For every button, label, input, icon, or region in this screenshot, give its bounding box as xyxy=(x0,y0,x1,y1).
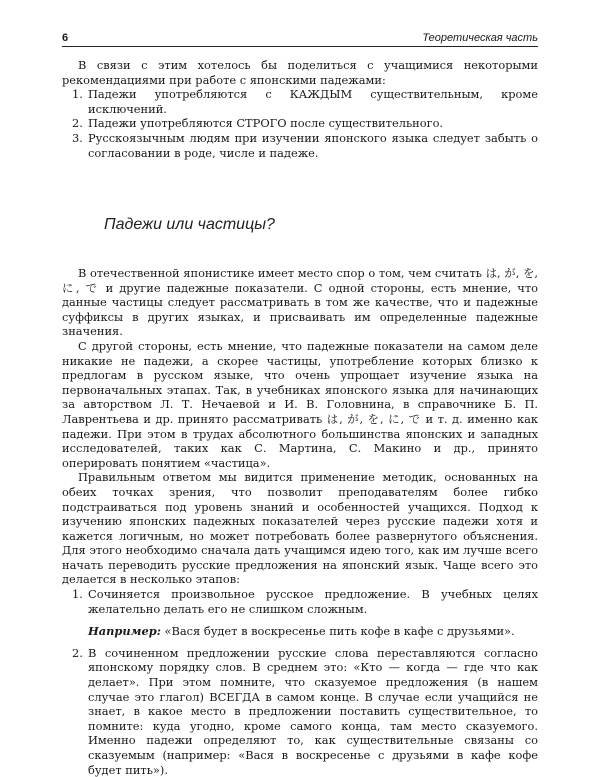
section-heading: Падежи или частицы? xyxy=(104,216,275,233)
running-title: Теоретическая часть xyxy=(422,32,538,44)
paragraph: С другой стороны, есть мнение, что падежные показатели на самом деле никакие не падежи, а скорее частицы, употребление которых близко к предлогам в русском языке, что очень упрощает изучение языка на первоначальных этапах. Так, в учебниках японского языка для начинающих за авторством Л. Т. Нечаевой и И. В. Головнина, в справочнике Б. П. Лаврентьева и др. принято рассматривать は, が, を, に, で и т. д. именно как падежи. При этом в трудах абсолютного большинства японских и западных исследователей, таких как С. Мартина, С. Макино и др., принято оперировать понятием «частица». xyxy=(62,338,538,470)
example xyxy=(62,624,538,639)
paragraph: Правильным ответом мы видится применение методик, основанных на обеих точках зрения, что позволит преподавателям более гибко подстраиваться под уровень знаний и особенностей учащихся. Подход к изучению японских падежных показателей через русские падежи хотя и кажется логичным, но может потребовать более развернутого объяснения. Для этого необходимо сначала дать учащимся идею того, как им лучше всего начать переводить русские предложения на японский язык. Чаще всего это делается в несколько этапов: xyxy=(62,470,538,587)
header-rule xyxy=(62,46,538,47)
paragraph: В отечественной японистике имеет место спор о том, чем считать は, が, を, に, で и другие падежные показатели. С одной стороны, есть мнение, что данные частицы следует рассматривать в том же качестве, что и падежные суффиксы в других языках, и присваивать им определенные падежные значения. xyxy=(62,266,538,339)
list-item: 3. Русскоязычным людям при изучении японского языка следует забыть о согласовании в роде, числе и падеже. xyxy=(72,130,538,160)
intro-paragraph: В связи с этим хотелось бы поделиться с учащимися некоторыми рекомендациями при работе с японскими падежами: xyxy=(62,58,538,87)
list-item: 1. Падежи употребляются с КАЖДЫМ существительным, кроме исключений. xyxy=(72,87,538,116)
example-label: Например: xyxy=(88,624,161,639)
intro-block xyxy=(62,58,538,160)
rules-list xyxy=(62,87,538,160)
list-item: 1. Сочиняется произвольное русское предложение. В учебных целях желательно делать его не слишком сложным. xyxy=(72,587,538,616)
list-item: 2. В сочиненном предложении русские слова переставляются согласно японскому порядку слов. В среднем это: «Кто — когда — где что как делает». При этом помните, что сказуемое предложения (в нашем случае это глагол) ВСЕГДА в самом конце. В случае если учащийся не знает, в какое место в предложении поставить существительное, то помните: куда угодно, кроме самого конца, там место сказуемого. Именно падежи определяют то, как существительные связаны со сказуемым (например: «Вася в воскресенье с друзьями в кафе кофе будет пить»). xyxy=(72,645,538,777)
steps-list xyxy=(62,587,538,616)
steps-list-continued xyxy=(62,646,538,777)
example-text: «Вася будет в воскресенье пить кофе в кафе с друзьями». xyxy=(164,624,515,639)
page-header xyxy=(62,30,538,48)
page-number: 6 xyxy=(62,32,69,44)
list-item: 2. Падежи употребляются СТРОГО после существительного. xyxy=(72,116,444,131)
section-body xyxy=(62,266,538,777)
